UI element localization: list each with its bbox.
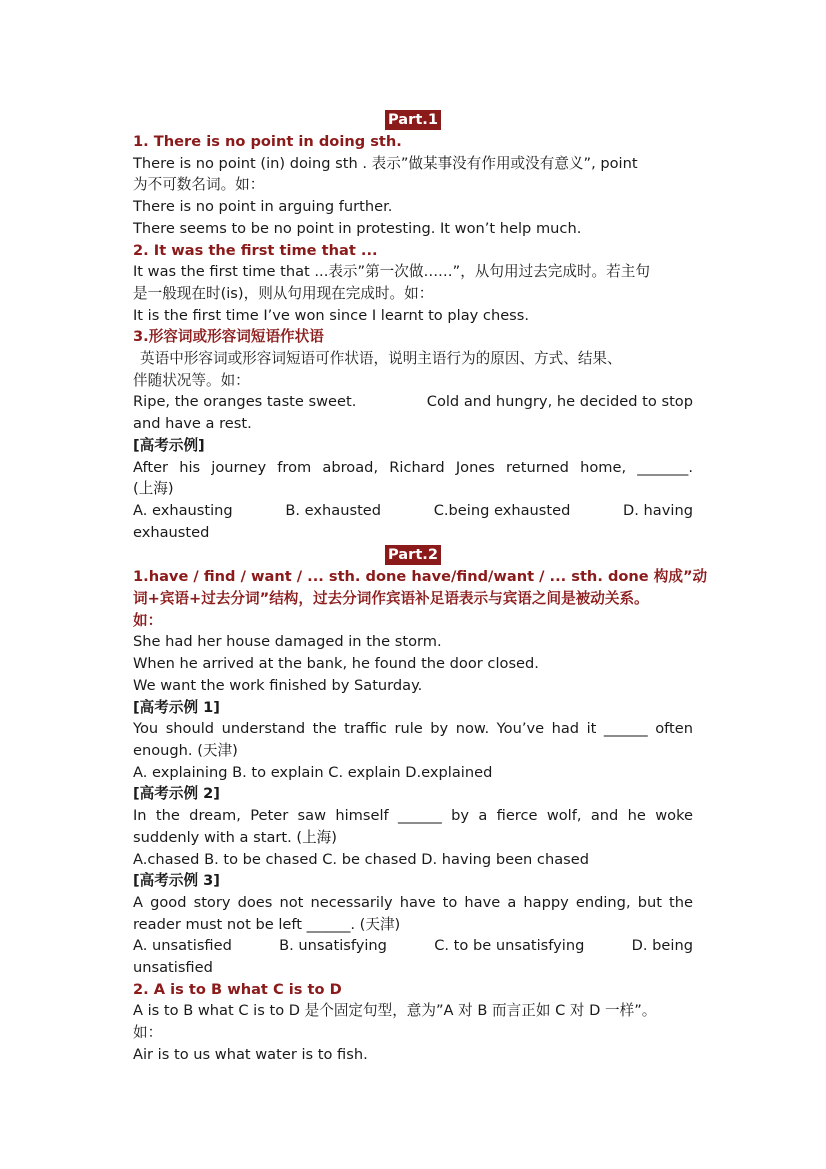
part1-section3-example-1 (133, 391, 693, 413)
part2-section2-example-1: Air is to us what water is to fish. (133, 1045, 368, 1063)
part2-exam3-options (133, 935, 693, 957)
part2-exam3-options-cont: unsatisfied (133, 959, 213, 977)
part2-label: Part.2 (385, 545, 441, 565)
part1-section1-heading: 1. There is no point in doing sth. (133, 133, 402, 150)
part1-section2-example-1: It is the first time I’ve won since I learnt to play chess. (133, 306, 530, 324)
part2-exam1-question-1: You should understand the traffic rule by now. You’ve had it ______ often (133, 720, 693, 738)
part1-section1-example-1: There is no point in arguing further. (133, 198, 393, 216)
part2-exam2-label: [高考示例 2] (133, 785, 220, 803)
part1-section3-text-2: 伴随状况等。如： (133, 371, 250, 389)
part2-exam3-question-1: A good story does not necessarily have to have a happy ending, but the (133, 893, 693, 911)
option-a: A. exhausting (133, 501, 233, 519)
example-1a: Ripe, the oranges taste sweet. (133, 393, 357, 411)
option-b: B. unsatisfying (279, 937, 387, 955)
part1-header (133, 109, 693, 131)
part2-section2-heading: 2. A is to B what C is to D (133, 980, 342, 998)
part2-exam1-question-2: enough. (天津) (133, 741, 238, 759)
option-b: B. exhausted (285, 501, 382, 519)
option-c: C. to be unsatisfying (434, 937, 585, 955)
part2-exam3-question-2: reader must not be left ______. (天津) (133, 915, 401, 933)
part2-exam2-question-2: suddenly with a start. (上海) (133, 828, 337, 846)
part2-exam2-options: A.chased B. to be chased C. be chased D. having been chased (133, 850, 589, 868)
part1-section2-heading: 2. It was the first time that ... (133, 241, 378, 259)
part1-section1-text-1: There is no point (in) doing sth . 表示”做某事没有作用或没有意义”, point (133, 154, 638, 172)
part2-section1-heading-2: 词+宾语+过去分词”结构，过去分词作宾语补足语表示与宾语之间是被动关系。 (133, 590, 649, 608)
part2-section1-example-2: When he arrived at the bank, he found the door closed. (133, 655, 539, 673)
part1-exam-question-1: After his journey from abroad, Richard Jones returned home, _______. (133, 458, 693, 476)
part1-section3-text-1: 英语中形容词或形容词短语可作状语，说明主语行为的原因、方式、结果、 (140, 350, 622, 368)
part2-section1-heading-3: 如： (133, 611, 163, 629)
part1-section3-heading: 3.形容词或形容词短语作状语 (133, 328, 324, 346)
part2-exam3-label: [高考示例 3] (133, 872, 220, 890)
part2-section1-example-1: She had her house damaged in the storm. (133, 633, 442, 651)
part1-section3-example-2: and have a rest. (133, 415, 252, 433)
part1-exam-label: [高考示例] (133, 436, 205, 454)
part2-header (133, 544, 693, 566)
part1-label: Part.1 (385, 110, 441, 130)
part1-section1-example-2: There seems to be no point in protesting. It won’t help much. (133, 219, 582, 237)
part2-section1-example-3: We want the work finished by Saturday. (133, 676, 423, 694)
part1-section1-text-2: 为不可数名词。如： (133, 176, 265, 194)
part1-exam-options-cont: exhausted (133, 523, 210, 541)
example-1b: Cold and hungry, he decided to stop (426, 393, 693, 411)
part1-exam-question-2: (上海) (133, 480, 174, 498)
option-c: C.being exhausted (433, 501, 571, 519)
part2-section1-heading-1: 1.have / find / want / ... sth. done have/find/want / ... sth. done 构成”动 (133, 568, 708, 586)
part2-exam1-options: A. explaining B. to explain C. explain D.explained (133, 763, 493, 781)
part2-section2-text-2: 如： (133, 1024, 163, 1042)
part2-exam1-label: [高考示例 1] (133, 698, 220, 716)
option-a: A. unsatisfied (133, 937, 232, 955)
part1-section2-text-2: 是一般现在时(is)，则从句用现在完成时。如： (133, 284, 434, 302)
document-page (133, 108, 708, 1066)
part1-section2-text-1: It was the first time that ...表示”第一次做……”，从句用过去完成时。若主句 (133, 263, 650, 281)
option-d: D. having (623, 501, 693, 519)
option-d: D. being (631, 937, 693, 955)
part1-exam-options (133, 500, 693, 522)
part2-exam2-question-1: In the dream, Peter saw himself ______ by a fierce wolf, and he woke (133, 807, 693, 825)
part2-section2-text-1: A is to B what C is to D 是个固定句型，意为”A 对 B 而言正如 C 对 D 一样”。 (133, 1002, 657, 1020)
